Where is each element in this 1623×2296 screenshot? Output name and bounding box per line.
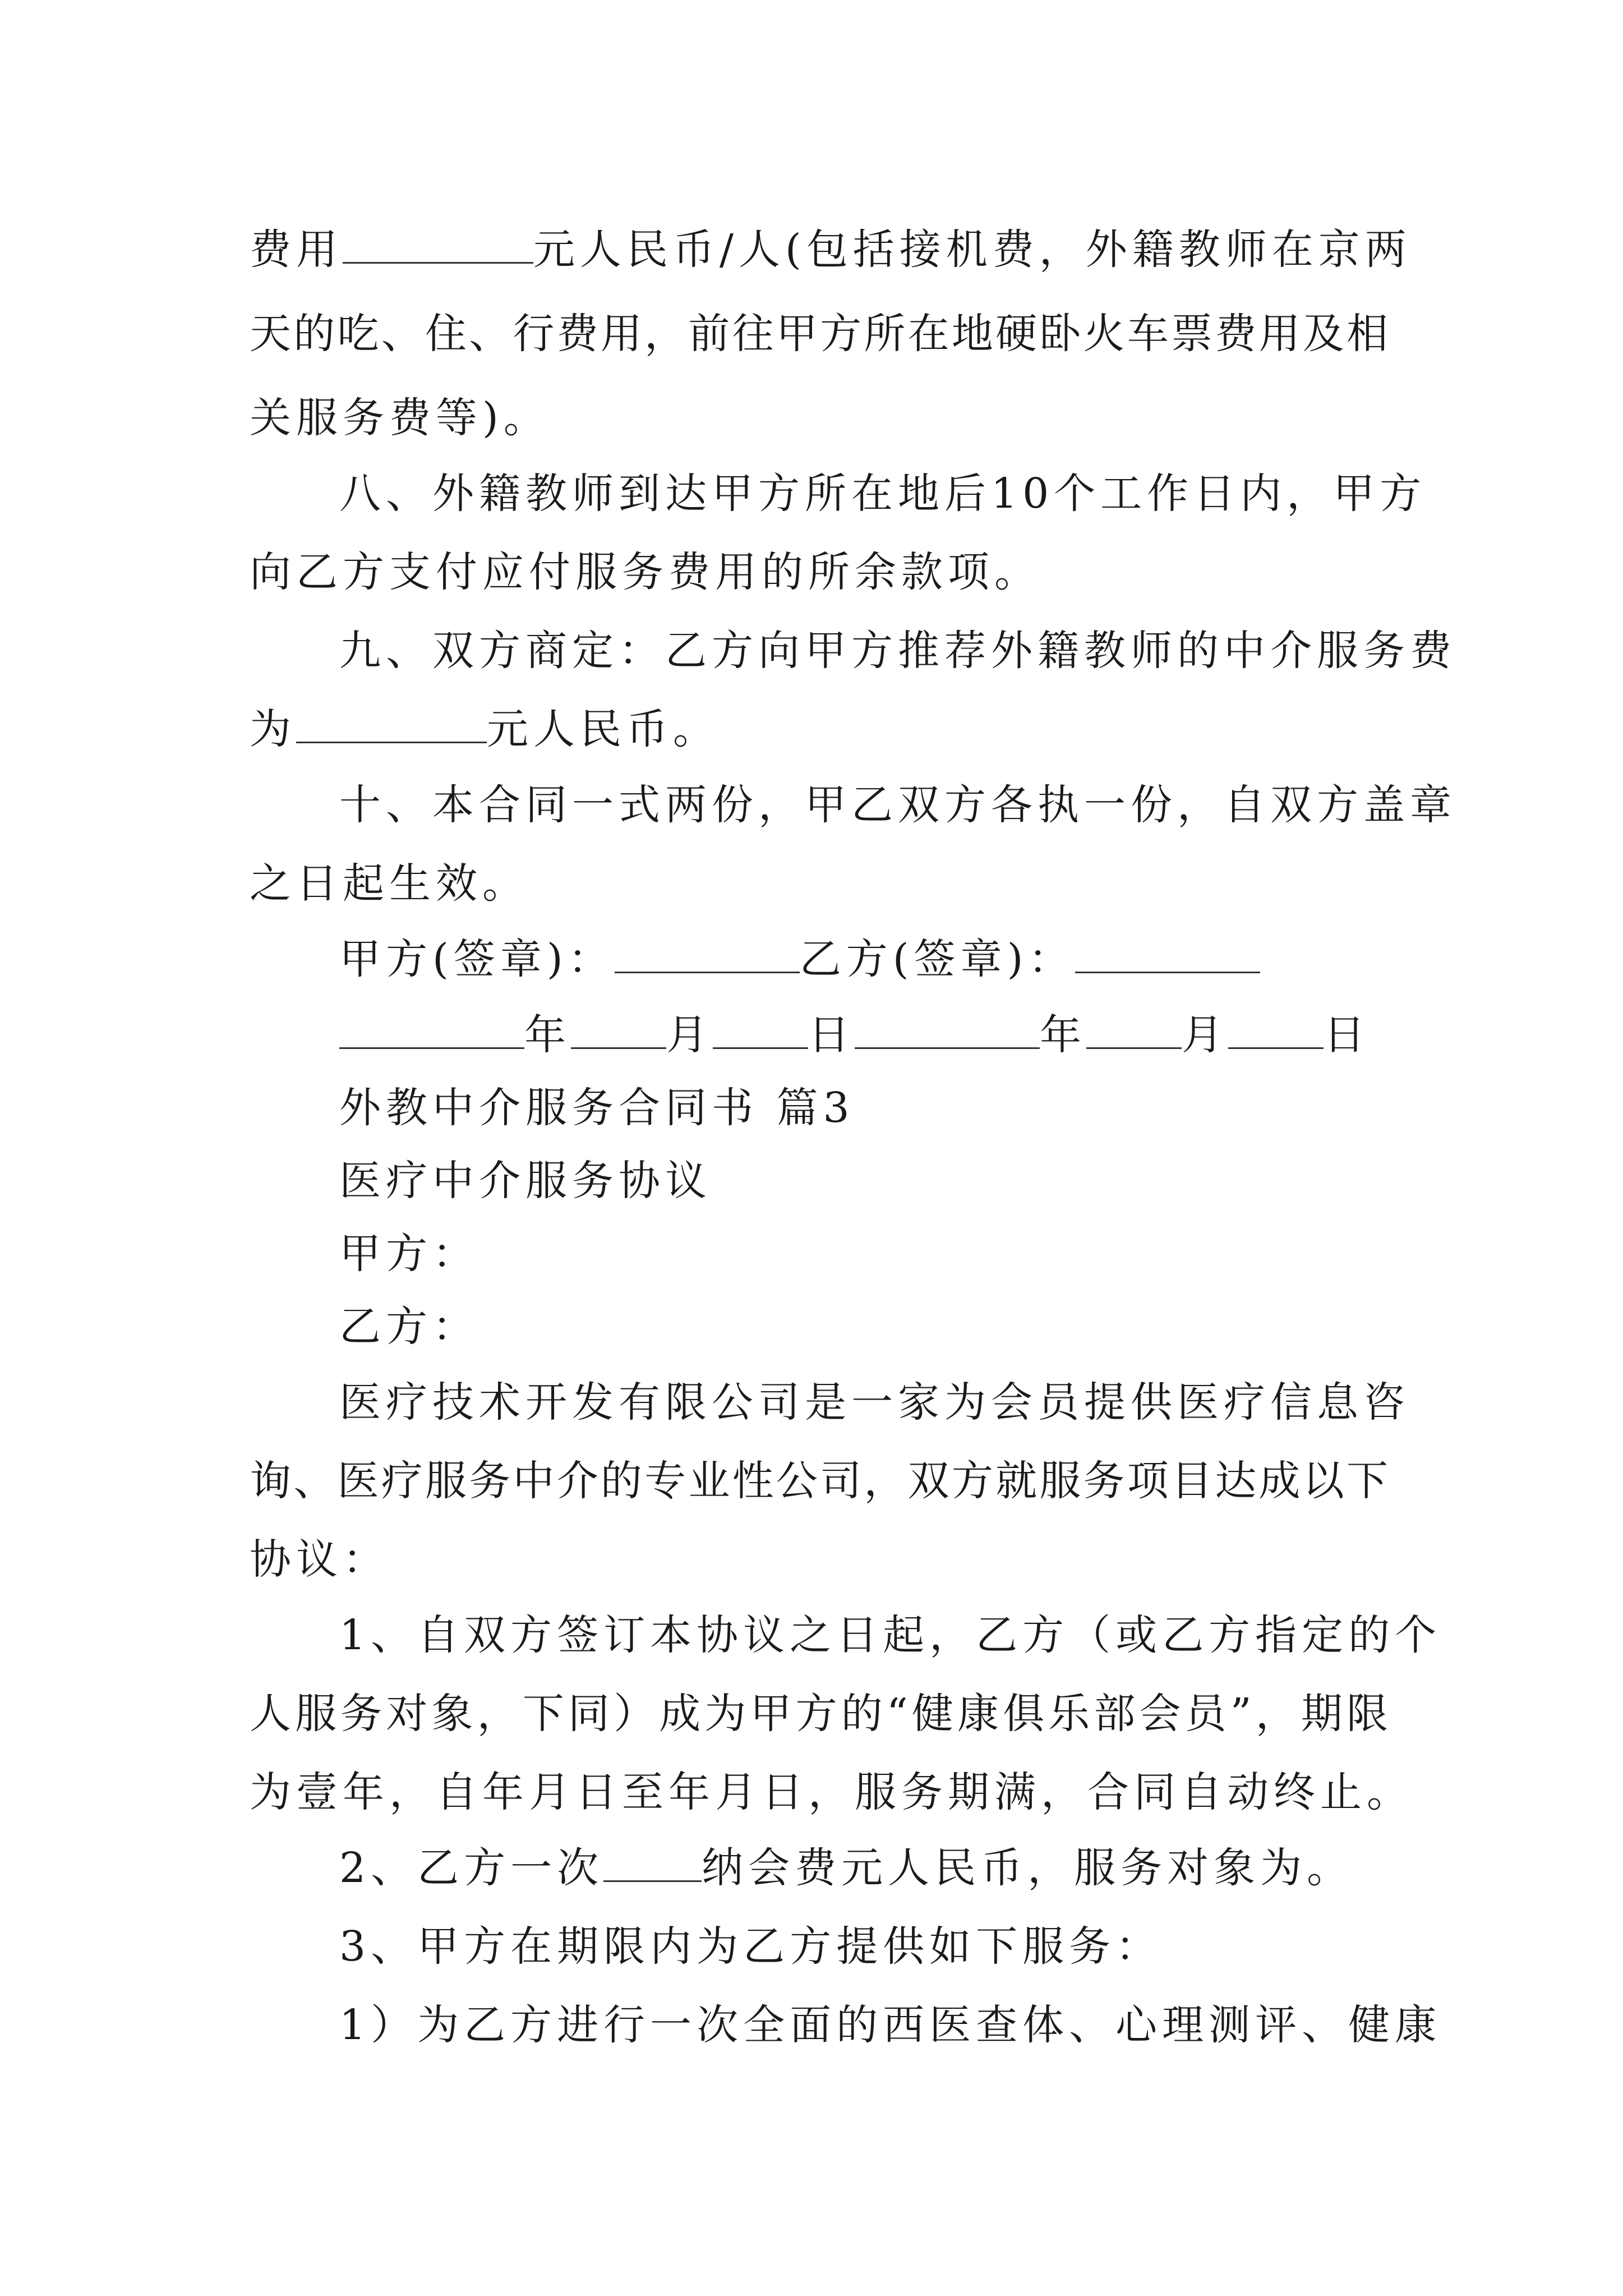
line-text: 为 [250,705,296,753]
blank-field [339,1008,524,1049]
paragraph-line: 关服务费等)。 [250,394,550,442]
line-text: 元人民币。 [487,705,720,753]
line-text: 元人民币/人(包括接机费，外籍教师在京两 [533,226,1412,274]
date-line [339,993,1370,1077]
paragraph-line [250,208,1412,292]
blank-field [855,1008,1040,1049]
paragraph-line [250,687,720,771]
party-a-label: 甲方： [339,1230,479,1278]
line-text: 费用 [250,226,343,274]
line-text: 2、乙方一次 [339,1844,604,1892]
day-label: 日 [808,1011,855,1059]
blank-field [343,223,533,264]
paragraph-line: 1、自双方签订本协议之日起，乙方（或乙方指定的个 [339,1611,1442,1659]
paragraph-line: 九、双方商定：乙方向甲方推荐外籍教师的中介服务费 [339,627,1456,675]
paragraph-line: 协议： [250,1535,389,1584]
month-label: 月 [1182,1011,1228,1059]
paragraph-line: 人服务对象，下同）成为甲方的“健康俱乐部会员”，期限 [250,1690,1388,1738]
blank-field [615,932,800,973]
paragraph-line: 八、外籍教师到达甲方所在地后10个工作日内，甲方 [339,470,1427,518]
party-b-label: 乙方： [339,1303,479,1351]
section-heading: 外教中介服务合同书 篇3 [339,1084,855,1132]
paragraph-line: 3、甲方在期限内为乙方提供如下服务： [339,1922,1163,1971]
blank-field [296,702,487,743]
blank-field [1086,1008,1182,1049]
month-label: 月 [666,1011,713,1059]
blank-field [571,1008,666,1049]
blank-field [1228,1008,1324,1049]
paragraph-line: 之日起生效。 [250,859,529,908]
blank-field [1075,932,1260,973]
blank-field [603,1841,702,1882]
paragraph-line: 向乙方支付应付服务费用的所余款项。 [250,548,1041,596]
paragraph-line: 为壹年，自年月日至年月日，服务期满，合同自动终止。 [250,1768,1413,1816]
signature-line [339,917,1260,1001]
paragraph-line: 医疗技术开发有限公司是一家为会员提供医疗信息咨 [339,1378,1410,1427]
document-title: 医疗中介服务协议 [339,1157,712,1205]
day-label: 日 [1324,1011,1370,1059]
paragraph-line: 天的吃、住、行费用，前往甲方所在地硬卧火车票费用及相 [250,310,1388,358]
paragraph-line: 询、医疗服务中介的专业性公司，双方就服务项目达成以下 [250,1457,1388,1505]
paragraph-line: 十、本合同一式两份，甲乙双方各执一份，自双方盖章 [339,781,1456,829]
year-label: 年 [524,1011,571,1059]
paragraph-line: 1）为乙方进行一次全面的西医查体、心理测评、健康 [339,2001,1442,2049]
year-label: 年 [1040,1011,1086,1059]
party-a-signature-label: 甲方(签章)： [339,935,615,983]
paragraph-line [339,1826,1353,1910]
line-text: 纳会费元人民币，服务对象为。 [702,1844,1354,1892]
blank-field [713,1008,808,1049]
party-b-signature-label: 乙方(签章)： [799,935,1075,983]
